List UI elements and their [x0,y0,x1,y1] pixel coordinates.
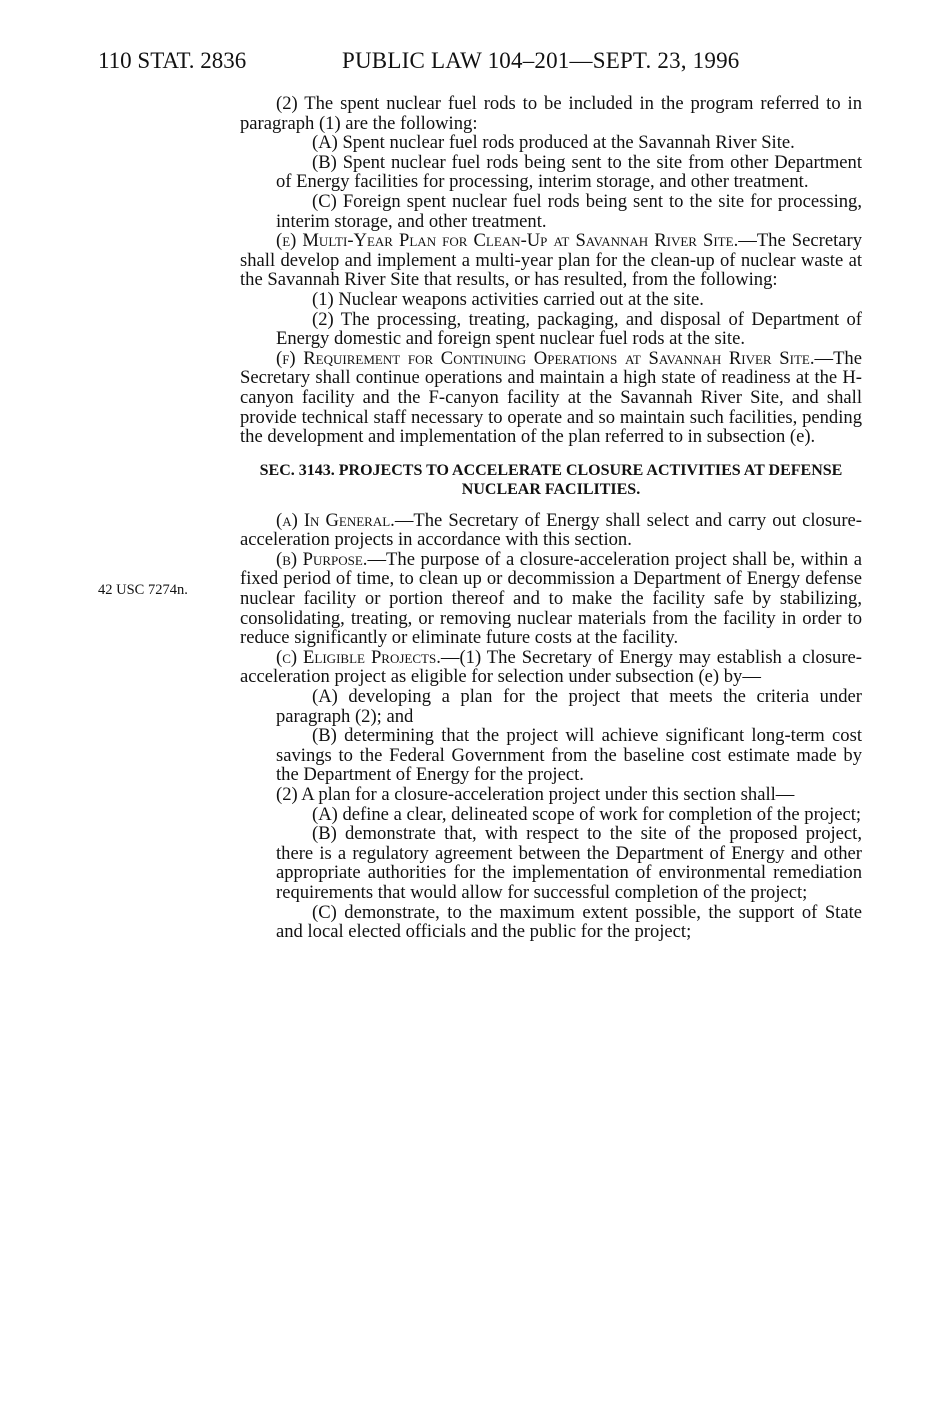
subparagraph: (B) Spent nuclear fuel rods being sent to the site from other Department of Energy facilities for processing, interim storage, and other treatment. [276,151,862,193]
subsection-text: —The Secretary shall develop and implement a multi-year plan for the clean-up of nuclear waste at the Savannah River Site that results, or has resulted, from the following: [240,230,862,291]
subparagraph: (A) define a clear, delineated scope of work for completion of the project; [312,803,862,825]
subparagraph: (2) The processing, treating, packaging, and disposal of Department of Energy domestic and foreign spent nuclear fuel rods at the site. [276,308,862,350]
subsection-text: —(1) The Secretary of Energy may establish a closure-acceleration project as eligible for selection under subsection (e) by— [240,646,862,688]
subparagraph: (1) Nuclear weapons activities carried out at the site. [312,288,704,310]
section-heading [240,461,862,499]
subsection-text: —The Secretary shall continue operations and maintain a high state of readiness at the H-canyon facility and the F-canyon facility at the Savannah River Site, and shall provide technical staff necessary to operate and so maintain such facilities, pending the development and implementation of the plan referred to in subsection (e). [240,347,862,448]
subsection-heading: (f) Requirement for Continuing Operations at Savannah River Site. [276,347,815,369]
subsection-heading: (e) Multi-Year Plan for Clean-Up at Savannah River Site. [276,230,739,252]
subsection-f [240,349,862,447]
subsection-c [240,648,862,687]
section-title: PROJECTS TO ACCELERATE CLOSURE ACTIVITIES AT DEFENSE NUCLEAR FACILITIES. [338,461,843,498]
margin-citation: 42 USC 7274n. [98,582,188,598]
subsection-b [240,550,862,648]
subparagraph: (B) determining that the project will achieve significant long-term cost savings to the Federal Government from the baseline cost estimate made by the Department of Energy for the project. [276,725,862,786]
subsection-a [240,511,862,550]
subsection-heading: (a) In General. [276,509,395,531]
subparagraph: (C) demonstrate, to the maximum extent possible, the support of State and local elected officials and the public for the project; [276,901,862,943]
section-number: SEC. 3143. [259,461,335,479]
public-law-title: PUBLIC LAW 104–201—SEPT. 23, 1996 [342,48,740,73]
subparagraph: (A) developing a plan for the project that meets the criteria under paragraph (2); and [276,686,862,727]
paragraph: (2) The spent nuclear fuel rods to be included in the program referred to in paragraph (1) are the following: [240,93,862,134]
subsection-text: —The Secretary of Energy shall select and carry out closure-acceleration projects in accordance with this section. [240,509,862,551]
subparagraph: (B) demonstrate that, with respect to the site of the proposed project, there is a regulatory agreement between the Department of Energy and other appropriate authorities for the implementation of environmental remediation requirements that would allow for successful completion of the project; [276,823,862,903]
stat-page-number: 110 STAT. 2836 [98,48,247,73]
subparagraph: (C) Foreign spent nuclear fuel rods being sent to the site for processing, interim storage, and other treatment. [276,190,862,232]
document-body [240,94,862,942]
paragraph: (2) A plan for a closure-acceleration project under this section shall— [276,784,795,805]
subparagraph: (A) Spent nuclear fuel rods produced at the Savannah River Site. [312,132,795,154]
subsection-heading: (c) Eligible Projects. [276,646,441,668]
subsection-e [240,231,862,290]
subsection-text: —The purpose of a closure-acceleration project shall be, within a fixed period of time, to clean up or decommission a Department of Energy defense nuclear facility or portion thereof and to make the facility safe by stabilizing, consolidating, treating, or removing nuclear materials from the facility in order to reduce significantly or eliminate future costs at the facility. [240,548,862,649]
subsection-heading: (b) Purpose. [276,548,368,570]
